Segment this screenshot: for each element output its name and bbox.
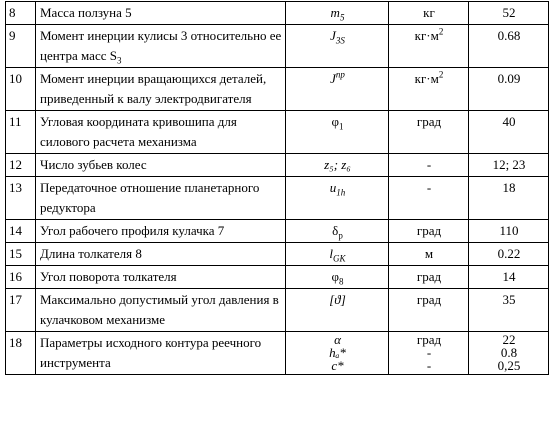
table-row: [6, 25, 549, 68]
symbol-line: α: [334, 332, 341, 347]
parameter-value: 0.09: [469, 68, 549, 111]
parameter-symbol: $l_{GK}$: [286, 243, 389, 266]
parameter-name: Угол рабочего профиля кулачка 7: [36, 220, 286, 243]
symbol-line: c*: [331, 358, 344, 373]
parameter-name: Угол поворота толкателя: [36, 266, 286, 289]
parameter-name: Масса ползуна 5: [36, 2, 286, 25]
parameter-value: 40: [469, 111, 549, 154]
parameter-symbol: $m_5$: [286, 2, 389, 25]
parameter-unit: град: [389, 111, 469, 154]
table-row: [6, 111, 549, 154]
parameter-unit: град: [389, 266, 469, 289]
parameter-symbol: $\varphi_1$: [286, 111, 389, 154]
parameter-value: 0.22: [469, 243, 549, 266]
row-number: 17: [6, 289, 36, 332]
parameter-unit: $кг\cdot м^2$: [389, 68, 469, 111]
parameter-unit: м: [389, 243, 469, 266]
parameter-symbol: [286, 332, 389, 375]
parameter-symbol: $J_{3S}$: [286, 25, 389, 68]
parameter-name: Длина толкателя 8: [36, 243, 286, 266]
parameter-value: 18: [469, 177, 549, 220]
unit-line: -: [426, 345, 432, 360]
row-number: 15: [6, 243, 36, 266]
parameter-symbol: [ϑ]: [286, 289, 389, 332]
parameter-symbol: $J^{пр}$: [286, 68, 389, 111]
parameter-unit: град: [389, 289, 469, 332]
parameter-value: 110: [469, 220, 549, 243]
row-number: 11: [6, 111, 36, 154]
row-number: 13: [6, 177, 36, 220]
parameter-unit: кг: [389, 2, 469, 25]
table-row: [6, 68, 549, 111]
parameter-symbol: $\varphi_8$: [286, 266, 389, 289]
symbol-line: hₐ*: [329, 345, 346, 360]
unit-line: -: [426, 358, 432, 373]
value-line: 0,25: [497, 358, 521, 373]
parameter-name: Момент инерции кулисы 3 относительно ее центра масс $S_3$: [36, 25, 286, 68]
parameter-name: Момент инерции вращающихся деталей, приведенный к валу электродвигателя: [36, 68, 286, 111]
table-row: [6, 243, 549, 266]
table-row: [6, 220, 549, 243]
row-number: 9: [6, 25, 36, 68]
table-row: [6, 154, 549, 177]
parameter-value: 0.68: [469, 25, 549, 68]
parameter-name: Число зубьев колес: [36, 154, 286, 177]
row-number: 16: [6, 266, 36, 289]
parameter-unit: $кг\cdot м^2$: [389, 25, 469, 68]
row-number: 12: [6, 154, 36, 177]
parameter-unit: [389, 332, 469, 375]
parameter-value: 12; 23: [469, 154, 549, 177]
parameter-value: 35: [469, 289, 549, 332]
unit-line: град: [416, 332, 442, 347]
row-number: 18: [6, 332, 36, 375]
parameters-table: [5, 1, 549, 375]
parameter-unit: -: [389, 154, 469, 177]
parameter-symbol: z₅; z₆: [286, 154, 389, 177]
table-row: [6, 266, 549, 289]
row-number: 14: [6, 220, 36, 243]
table-row: [6, 332, 549, 375]
parameter-value: 14: [469, 266, 549, 289]
table-row: [6, 177, 549, 220]
row-number: 10: [6, 68, 36, 111]
value-line: 22: [502, 332, 516, 347]
table-row: [6, 2, 549, 25]
parameter-value: 52: [469, 2, 549, 25]
parameter-name: Максимально допустимый угол давления в кулачковом механизме: [36, 289, 286, 332]
parameter-symbol: $u_{1h}$: [286, 177, 389, 220]
parameter-value: [469, 332, 549, 375]
parameter-symbol: $\delta_р$: [286, 220, 389, 243]
parameter-name: Угловая координата кривошипа для силового расчета механизма: [36, 111, 286, 154]
table-row: [6, 289, 549, 332]
parameter-unit: -: [389, 177, 469, 220]
value-line: 0.8: [500, 345, 518, 360]
parameter-name: Параметры исходного контура реечного инструмента: [36, 332, 286, 375]
parameter-unit: град: [389, 220, 469, 243]
parameter-name: Передаточное отношение планетарного редуктора: [36, 177, 286, 220]
row-number: 8: [6, 2, 36, 25]
